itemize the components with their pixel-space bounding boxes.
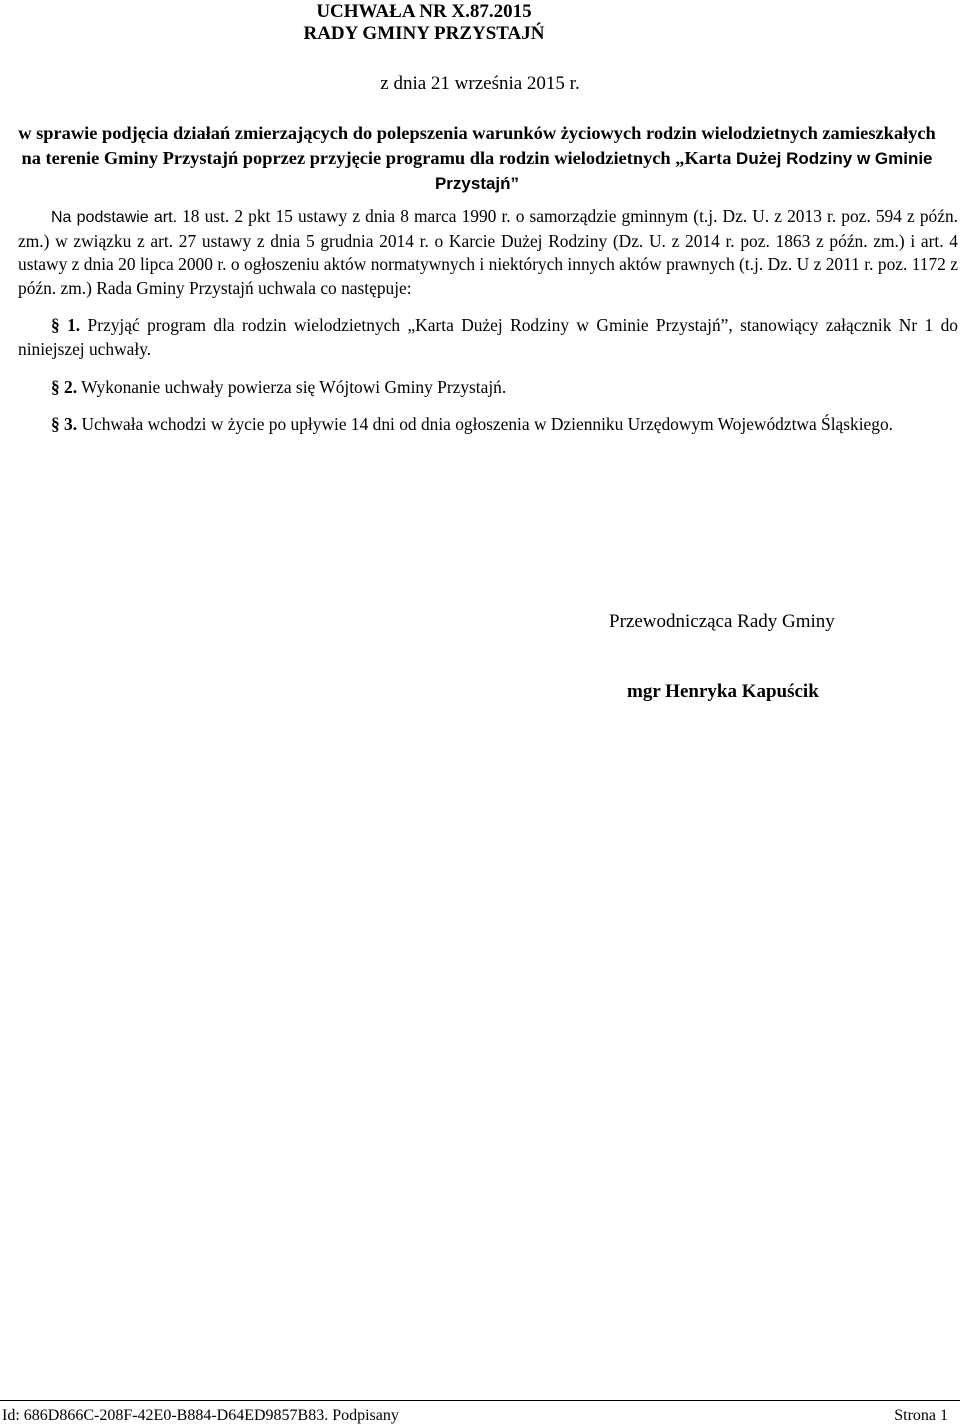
- resolution-title: UCHWAŁA NR X.87.2015: [316, 1, 532, 22]
- legal-basis-text: 18 ust. 2 pkt 15 ustawy z dnia 8 marca 1990 r. o samorządzie gminnym (t.j. Dz. U. z 2013 r. poz. 594 z późn. zm.) w związku z art. 27 ustawy z dnia 5 grudnia 2014 r. o Karcie Dużej Rodziny (Dz. U. z 2014 r. poz. 1863 z późn. zm.) i art. 4 ustawy z dnia 20 lipca 2000 r. o ogłoszeniu aktów normatywnych i niektórych innych aktów prawnych (t.j. Dz. U z 2011 r. poz. 1172 z późn. zm.) Rada Gminy Przystajń uchwala co następuje:: [18, 206, 958, 298]
- paragraph-number: § 3.: [51, 414, 78, 435]
- paragraph-text: Przyjąć program dla rodzin wielodzietnych „Karta Dużej Rodziny w Gminie Przystajń”, stanowiący załącznik Nr 1 do niniejszej uchwały.: [18, 315, 959, 359]
- subject-text-part2: Dużej Rodziny w Gminie Przystajń”: [434, 149, 933, 193]
- legal-basis-lead: Na podstawie art.: [51, 209, 178, 226]
- paragraph-text: Wykonanie uchwały powierza się Wójtowi Gminy Przystajń.: [77, 376, 507, 397]
- paragraph-text: Uchwała wchodzi w życie po upływie 14 dni od dnia ogłoszenia w Dzienniku Urzędowym Województwa Śląskiego.: [77, 414, 894, 435]
- footer-divider: [0, 1400, 960, 1401]
- document-id: Id: 686D866C-208F-42E0-B884-D64ED9857B83. Podpisany: [2, 1407, 399, 1424]
- resolution-date: z dnia 21 września 2015 r.: [380, 73, 580, 94]
- resolution-body: [18, 205, 958, 437]
- signatory-name: mgr Henryka Kapuścik: [627, 681, 819, 702]
- signatory-role: Przewodnicząca Rady Gminy: [609, 611, 835, 632]
- page-number: Strona 1: [894, 1407, 948, 1424]
- paragraph-2: [18, 376, 958, 400]
- paragraph-number: § 1.: [51, 315, 81, 336]
- legal-basis-paragraph: [18, 205, 958, 300]
- resolution-subject: [12, 121, 942, 196]
- paragraph-3: [18, 413, 958, 437]
- paragraph-1: [18, 314, 958, 361]
- paragraph-number: § 2.: [51, 376, 78, 397]
- council-name: RADY GMINY PRZYSTAJŃ: [303, 23, 545, 44]
- subject-text-part1: w sprawie podjęcia działań zmierzających do polepszenia warunków życiowych rodzin wielodzietnych zamieszkałych na terenie Gminy Przystajń poprzez przyjęcie programu dla rodzin wielodzietnych „Karta: [18, 123, 936, 168]
